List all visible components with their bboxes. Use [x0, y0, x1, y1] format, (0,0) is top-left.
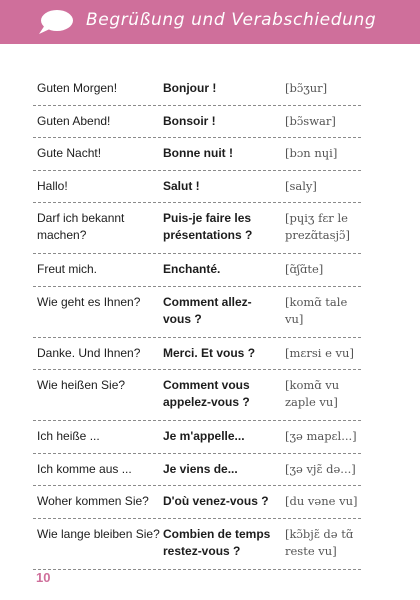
german-phrase: Gute Nacht! — [37, 146, 102, 160]
french-phrase: Combien de temps restez-vous ? — [163, 526, 271, 558]
table-row — [33, 254, 361, 287]
speech-bubble-icon — [36, 9, 74, 35]
table-row — [33, 106, 361, 139]
table-row — [33, 203, 361, 254]
german-phrase: Wie lange bleiben Sie? — [37, 526, 160, 541]
phonetic-transcription: [komɑ̃ vu zaple vu] — [285, 378, 340, 409]
german-phrase: Guten Morgen! — [37, 81, 118, 95]
german-phrase: Ich heiße ... — [37, 429, 100, 443]
phonetic-transcription: [saly] — [285, 178, 317, 193]
german-phrase: Danke. Und Ihnen? — [37, 345, 141, 360]
table-row — [33, 338, 361, 371]
phonetic-transcription: [bɔ̃swar] — [285, 113, 336, 128]
german-phrase: Ich komme aus ... — [37, 461, 132, 476]
german-phrase: Woher kommen Sie? — [37, 494, 149, 508]
table-row — [33, 454, 361, 487]
german-phrase: Wie heißen Sie? — [37, 378, 126, 392]
french-phrase: Puis-je faire les présentations ? — [163, 211, 253, 242]
phonetic-transcription: [du vəne vu] — [285, 494, 358, 508]
phonetic-transcription: [ɑ̃ʃɑ̃te] — [285, 262, 324, 276]
german-phrase: Guten Abend! — [37, 113, 111, 128]
german-phrase: Freut mich. — [37, 262, 98, 276]
phonetic-transcription: [bɔn nɥi] — [285, 146, 338, 160]
french-phrase: Comment allez-vous ? — [163, 294, 252, 326]
french-phrase: Enchanté. — [163, 262, 221, 276]
french-phrase: Bonsoir ! — [163, 113, 216, 128]
table-row — [33, 486, 361, 519]
french-phrase: D'où venez-vous ? — [163, 494, 269, 508]
phonetic-transcription: [bɔ̃ʒur] — [285, 81, 328, 95]
french-phrase: Je viens de... — [163, 461, 238, 476]
french-phrase: Bonjour ! — [163, 81, 217, 95]
phonetic-transcription: [ʒə vjɛ̃ də...] — [285, 461, 356, 476]
phonetic-transcription: [mɛrsi e vu] — [285, 345, 354, 360]
table-row — [33, 138, 361, 171]
french-phrase: Comment vous appelez-vous ? — [163, 378, 250, 409]
french-phrase: Salut ! — [163, 178, 200, 193]
german-phrase: Darf ich bekannt machen? — [37, 211, 125, 242]
french-phrase: Merci. Et vous ? — [163, 345, 256, 360]
phrase-table — [33, 73, 361, 570]
german-phrase: Wie geht es Ihnen? — [37, 294, 141, 309]
section-title: Begrüßung und Verabschiedung — [86, 10, 377, 30]
phonetic-transcription: [ʒə mapɛl...] — [285, 429, 357, 443]
page-header — [0, 0, 420, 44]
page-number: 10 — [36, 570, 51, 585]
phonetic-transcription: [kɔ̃bjɛ̃ də tɑ̃ reste vu] — [285, 526, 354, 558]
french-phrase: Je m'appelle... — [163, 429, 245, 443]
phonetic-transcription: [pɥiʒ fɛr le prezɑ̃tasjɔ̃] — [285, 211, 350, 242]
table-row — [33, 519, 361, 570]
german-phrase: Hallo! — [37, 178, 68, 193]
table-row — [33, 370, 361, 421]
table-row — [33, 421, 361, 454]
table-row — [33, 287, 361, 338]
table-row — [33, 171, 361, 204]
french-phrase: Bonne nuit ! — [163, 146, 233, 160]
table-row — [33, 73, 361, 106]
phonetic-transcription: [komɑ̃ tale vu] — [285, 294, 348, 326]
